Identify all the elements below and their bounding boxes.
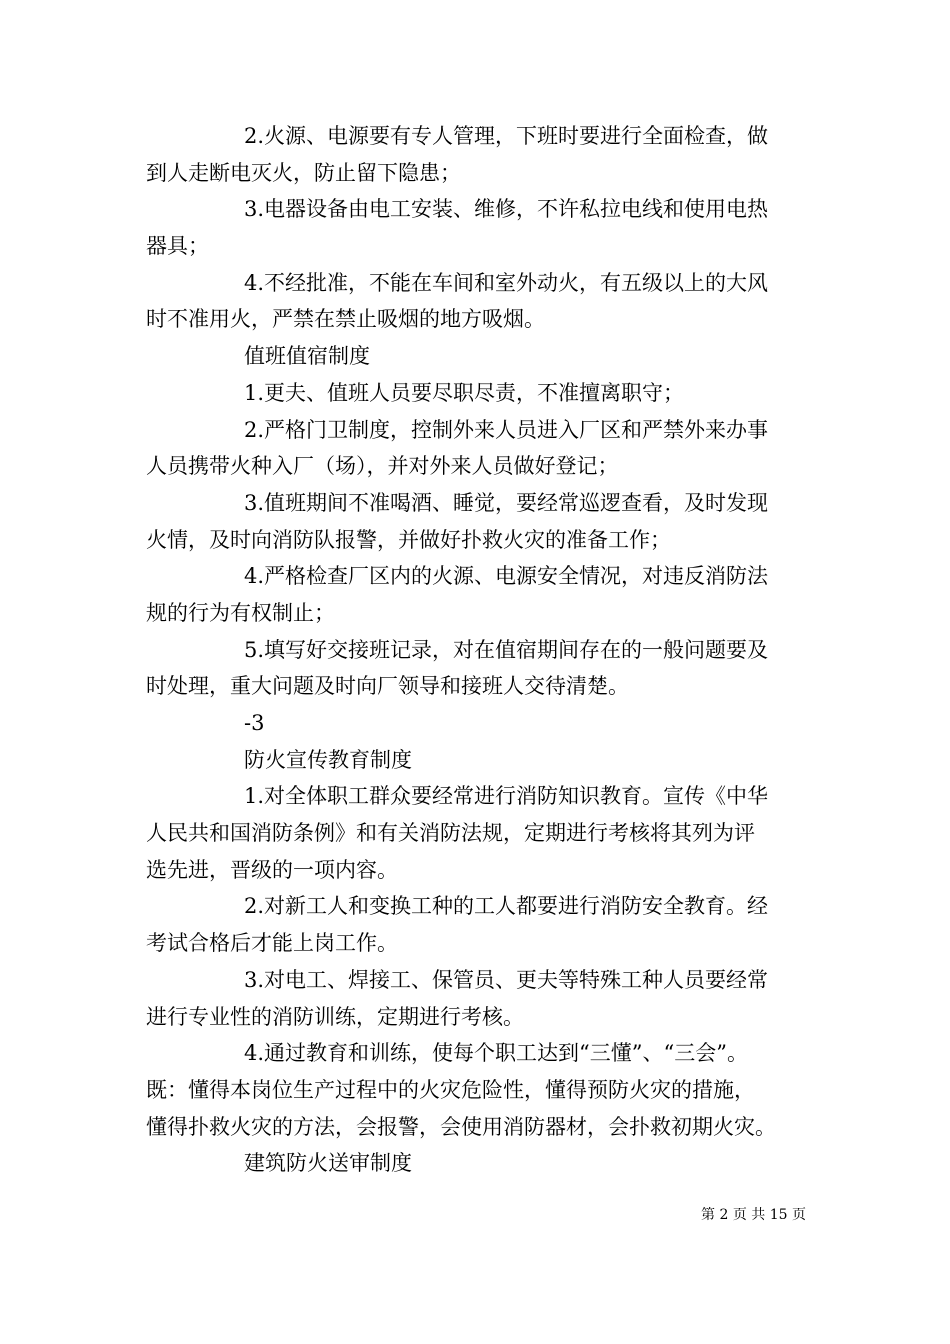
text-line: 时处理，重大问题及时向厂领导和接班人交待清楚。 [146, 674, 629, 699]
text-line: 器具； [146, 234, 209, 259]
text-line: 既：懂得本岗位生产过程中的火灾危险性，懂得预防火灾的措施， [146, 1077, 755, 1102]
text-line: 考试合格后才能上岗工作。 [146, 931, 398, 956]
text-line: 2.火源、电源要有专人管理，下班时要进行全面检查，做 [244, 124, 769, 148]
text-line: 4.通过教育和训练，使每个职工达到“三懂”、“三会”。 [244, 1041, 748, 1066]
text-line: 人民共和国消防条例》和有关消防法规，定期进行考核将其列为评 [146, 821, 755, 846]
text-line: 懂得扑救火灾的方法，会报警，会使用消防器材，会扑救初期火灾。 [146, 1114, 776, 1139]
text-line: 时不准用火，严禁在禁止吸烟的地方吸烟。 [146, 307, 545, 332]
text-line: 规的行为有权制止； [146, 600, 335, 625]
text-line: 防火宣传教育制度 [244, 747, 412, 772]
text-line: 选先进，晋级的一项内容。 [146, 857, 398, 882]
text-line: 4.不经批准，不能在车间和室外动火，有五级以上的大风 [244, 270, 769, 295]
text-line: 3.对电工、焊接工、保管员、更夫等特殊工种人员要经常 [244, 967, 769, 992]
text-line: 1.对全体职工群众要经常进行消防知识教育。宣传《中华 [244, 784, 769, 809]
text-line: 人员携带火种入厂（场），并对外来人员做好登记； [146, 454, 619, 479]
text-line: 4.严格检查厂区内的火源、电源安全情况，对违反消防法 [244, 564, 769, 589]
text-line: 火情，及时向消防队报警，并做好扑救火灾的准备工作； [146, 527, 671, 552]
document-body [146, 118, 808, 1182]
text-line: 2.对新工人和变换工种的工人都要进行消防安全教育。经 [244, 894, 769, 919]
text-line: 到人走断电灭火，防止留下隐患； [146, 160, 461, 185]
text-line: 5.填写好交接班记录，对在值宿期间存在的一般问题要及 [244, 637, 769, 662]
text-line: 1.更夫、值班人员要尽职尽责，不准擅离职守； [244, 380, 685, 405]
page-number-footer: 第 2 页 共 15 页 [701, 1207, 806, 1223]
text-line: 2.严格门卫制度，控制外来人员进入厂区和严禁外来办事 [244, 417, 769, 442]
text-line: 建筑防火送审制度 [244, 1151, 412, 1176]
text-line: 进行专业性的消防训练，定期进行考核。 [146, 1004, 524, 1029]
text-line: 3.电器设备由电工安装、维修，不许私拉电线和使用电热 [244, 197, 769, 222]
text-line: -3 [244, 711, 265, 735]
text-line: 3.值班期间不准喝酒、睡觉，要经常巡逻查看，及时发现 [244, 490, 769, 515]
text-line: 值班值宿制度 [244, 344, 370, 369]
